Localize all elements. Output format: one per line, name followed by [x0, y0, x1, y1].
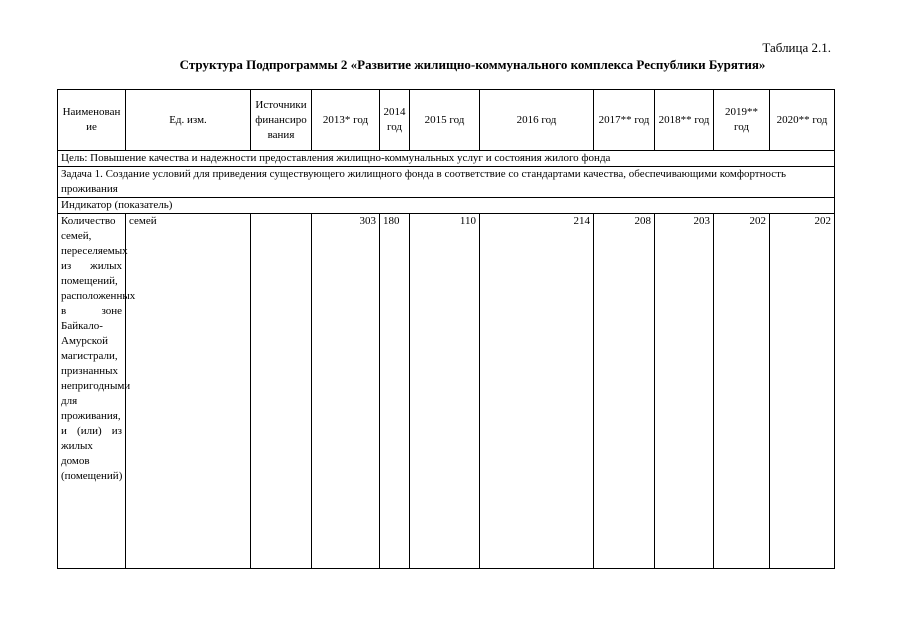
header-2019: 2019** год [714, 90, 770, 151]
row-name: Количество семей, переселяемых из жилых помещений, расположенных в зоне Байкало-Амурской магистрали, признанных непригодными для проживания, и (или) из жилых домов (помещений) [58, 214, 126, 569]
row-unit: семей [126, 214, 251, 569]
header-2016: 2016 год [480, 90, 594, 151]
header-2018: 2018** год [655, 90, 714, 151]
header-2020: 2020** год [770, 90, 835, 151]
row-value-2020: 202 [770, 214, 835, 569]
document-title: Структура Подпрограммы 2 «Развитие жилищно-коммунального комплекса Республики Бурятия» [179, 57, 766, 72]
structure-table [57, 89, 835, 569]
task-row [58, 167, 835, 198]
header-2015: 2015 год [410, 90, 480, 151]
table-row [58, 214, 835, 569]
row-value-2019: 202 [714, 214, 770, 569]
header-2017: 2017** год [594, 90, 655, 151]
goal-row [58, 151, 835, 167]
header-2014: 2014 год [380, 90, 410, 151]
table-caption: Таблица 2.1. [762, 40, 831, 55]
row-value-2015: 110 [410, 214, 480, 569]
header-unit: Ед. изм. [126, 90, 251, 151]
header-name: Наименование [58, 90, 126, 151]
task-text: Задача 1. Создание условий для приведения существующего жилищного фонда в соответствие со стандартами качества, обеспечивающими комфортность проживания [58, 167, 835, 198]
goal-text: Цель: Повышение качества и надежности предоставления жилищно-коммунальных услуг и состояния жилого фонда [58, 151, 835, 167]
row-value-2013: 303 [312, 214, 380, 569]
row-value-2018: 203 [655, 214, 714, 569]
row-source [251, 214, 312, 569]
row-value-2016: 214 [480, 214, 594, 569]
header-source: Источники финансирования [251, 90, 312, 151]
table-header-row [58, 90, 835, 151]
indicator-row [58, 198, 835, 214]
row-value-2014: 180 [380, 214, 410, 569]
indicator-label: Индикатор (показатель) [58, 198, 835, 214]
header-2013: 2013* год [312, 90, 380, 151]
row-value-2017: 208 [594, 214, 655, 569]
